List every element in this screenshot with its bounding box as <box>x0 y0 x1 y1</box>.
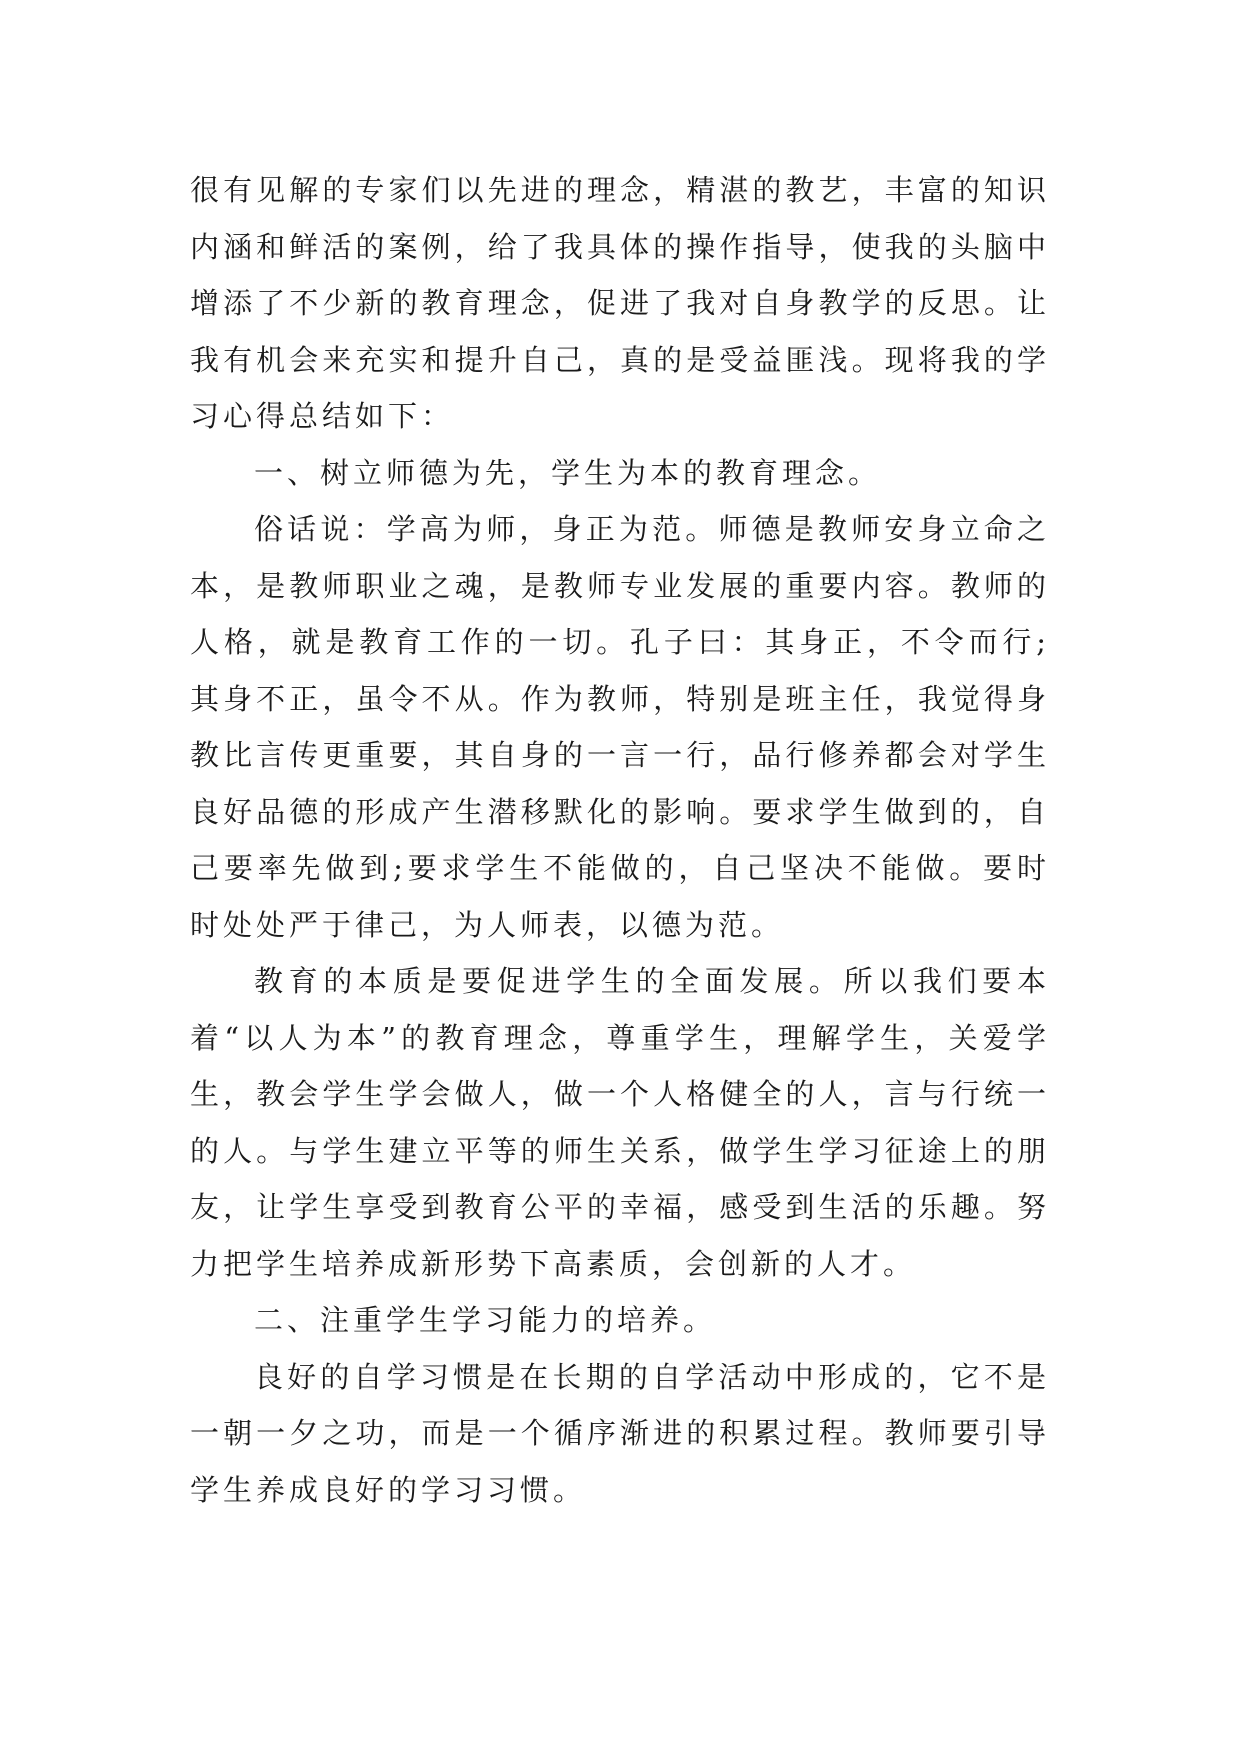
document-body <box>190 162 1050 1518</box>
paragraph: 俗话说：学高为师，身正为范。师德是教师安身立命之本，是教师职业之魂，是教师专业发展的重要内容。教师的人格，就是教育工作的一切。孔子曰：其身正，不令而行;其身不正，虽令不从。作为教师，特别是班主任，我觉得身教比言传更重要，其自身的一言一行，品行修养都会对学生良好品德的形成产生潜移默化的影响。要求学生做到的，自己要率先做到;要求学生不能做的，自己坚决不能做。要时时处处严于律己，为人师表，以德为范。 <box>190 512 1050 942</box>
paragraph-continuation: 很有见解的专家们以先进的理念，精湛的教艺，丰富的知识内涵和鲜活的案例，给了我具体的操作指导，使我的头脑中增添了不少新的教育理念，促进了我对自身教学的反思。让我有机会来充实和提升自己，真的是受益匪浅。现将我的学习心得总结如下： <box>190 173 1050 433</box>
paragraph: 教育的本质是要促进学生的全面发展。所以我们要本着“以人为本”的教育理念，尊重学生，理解学生，关爱学生，教会学生学会做人，做一个人格健全的人，言与行统一的人。与学生建立平等的师生关系，做学生学习征途上的朋友，让学生享受到教育公平的幸福，感受到生活的乐趣。努力把学生培养成新形势下高素质，会创新的人才。 <box>190 964 1050 1281</box>
paragraph: 良好的自学习惯是在长期的自学活动中形成的，它不是一朝一夕之功，而是一个循序渐进的积累过程。教师要引导学生养成良好的学习习惯。 <box>190 1359 1050 1507</box>
section-heading-2: 二、注重学生学习能力的培养。 <box>254 1303 717 1337</box>
section-heading-1: 一、树立师德为先，学生为本的教育理念。 <box>254 455 882 490</box>
